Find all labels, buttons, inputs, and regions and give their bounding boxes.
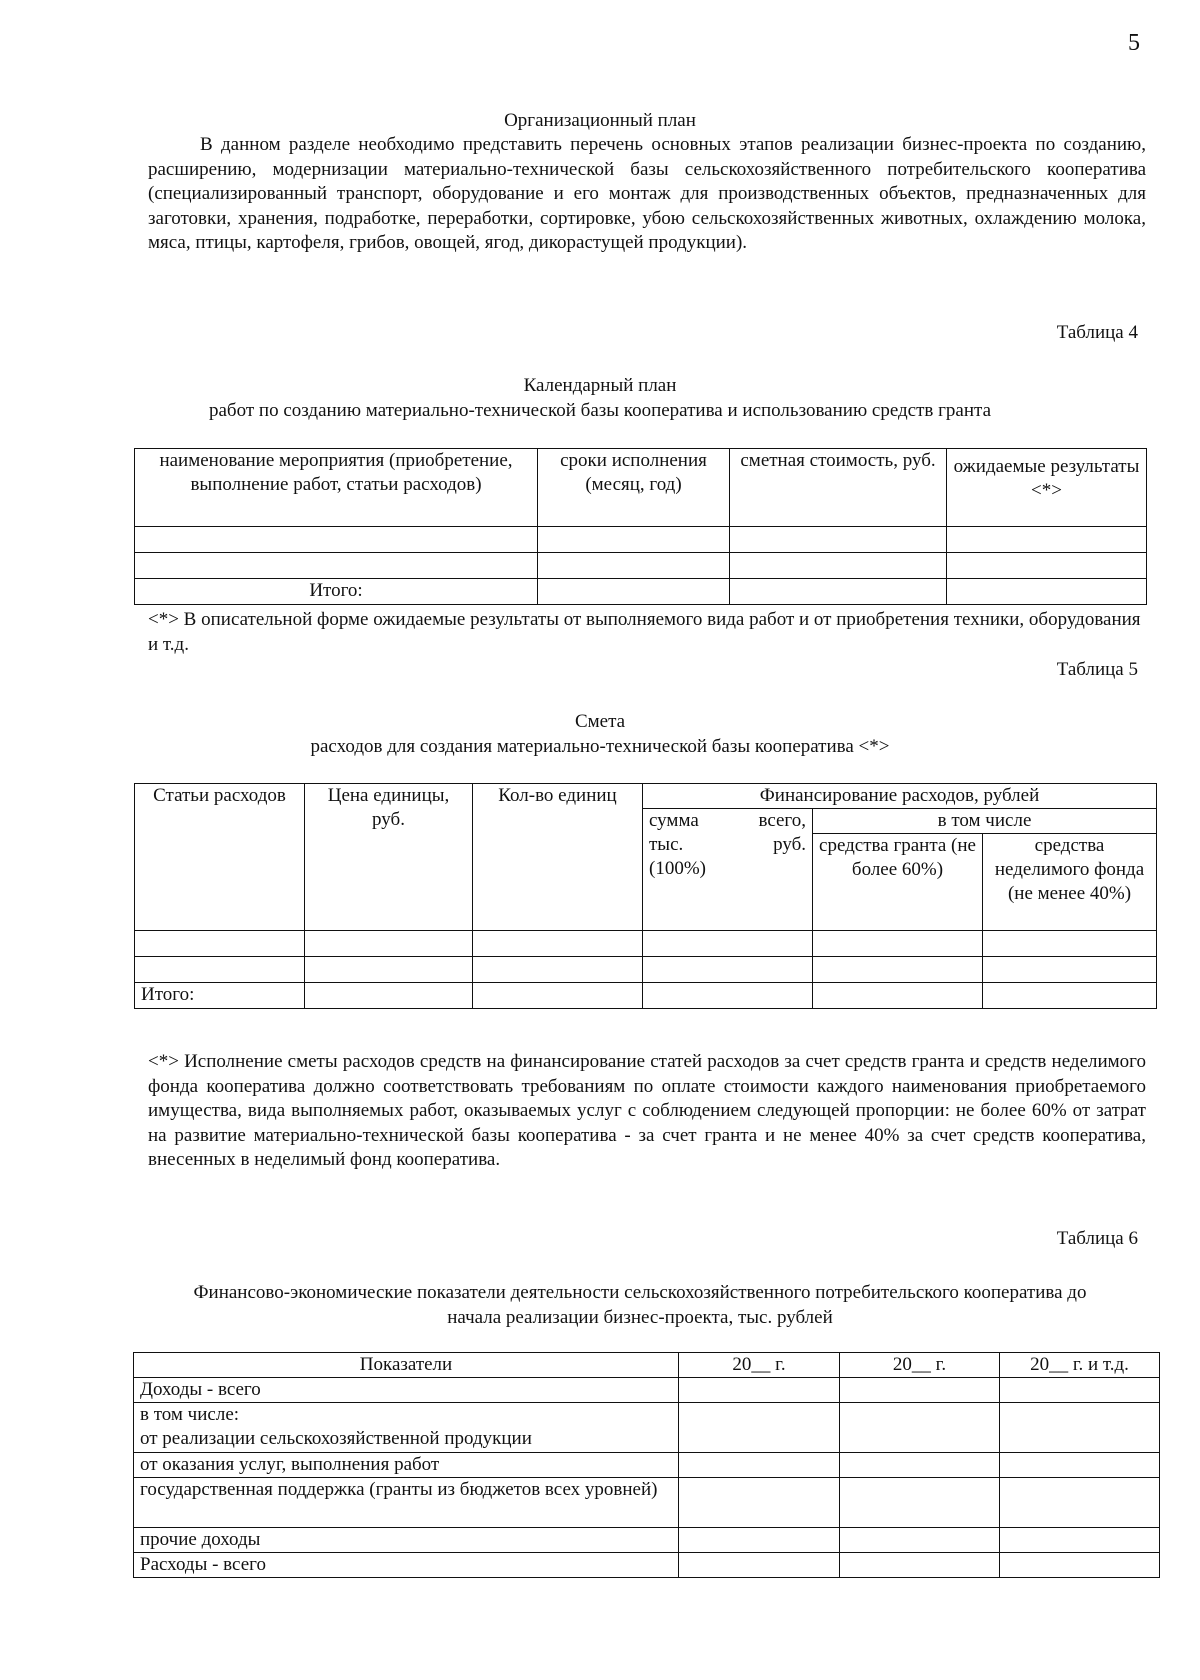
header-sum-word-2: всего, <box>758 810 806 831</box>
table-row <box>134 1403 1160 1453</box>
section-title: Организационный план <box>504 110 696 131</box>
table4-subtitle: работ по созданию материально-технической базы кооператива и использованию средств гранта <box>209 400 991 421</box>
table4-title: Календарный план <box>523 375 677 396</box>
table-cell <box>679 1478 840 1528</box>
header-articles: Статьи расходов <box>135 784 305 931</box>
table-header-row <box>134 1353 1160 1378</box>
row-label: от оказания услуг, выполнения работ <box>134 1453 679 1478</box>
row-label: Расходы - всего <box>134 1553 679 1578</box>
header-deadline: сроки исполнения (месяц, год) <box>538 449 730 527</box>
table-cell <box>135 931 305 957</box>
table5-label: Таблица 5 <box>1056 659 1138 680</box>
table-cell <box>679 1378 840 1403</box>
row-label-group <box>134 1403 679 1453</box>
table4-footnote: <*> В описательной форме ожидаемые результаты от выполняемого вида работ и от приобретения техники, оборудования и т.д. <box>148 609 1141 655</box>
table-cell <box>813 983 983 1009</box>
header-grant-funds: средства гранта (не более 60%) <box>813 834 983 931</box>
header-sum-word-1: сумма <box>649 810 699 831</box>
table-cell <box>1000 1453 1160 1478</box>
table-row <box>134 1553 1160 1578</box>
table-cell <box>135 527 538 553</box>
table-cell <box>305 983 473 1009</box>
table-header-row <box>135 449 1147 527</box>
header-cost: сметная стоимость, руб. <box>730 449 947 527</box>
budget-table <box>134 783 1157 1009</box>
table-cell <box>840 1403 1000 1453</box>
table-cell <box>1000 1378 1160 1403</box>
table-cell <box>840 1378 1000 1403</box>
header-year-1: 20__ г. <box>679 1353 840 1378</box>
table-cell <box>679 1403 840 1453</box>
table-cell <box>473 983 643 1009</box>
table-cell <box>538 527 730 553</box>
table-cell <box>840 1528 1000 1553</box>
row-label: Доходы - всего <box>134 1378 679 1403</box>
header-year-2: 20__ г. <box>840 1353 1000 1378</box>
table-cell <box>983 983 1157 1009</box>
table-cell <box>1000 1553 1160 1578</box>
header-event-name: наименование мероприятия (приобретение, выполнение работ, статьи расходов) <box>135 449 538 527</box>
header-sum-word-4: руб. <box>773 834 806 855</box>
table-cell <box>305 957 473 983</box>
table-cell <box>538 579 730 605</box>
table6-title: Финансово-экономические показатели деятельности сельскохозяйственного потребительского кооператива до начала реализации бизнес-проекта, тыс. рублей <box>193 1282 1087 1328</box>
header-sum-percent: (100%) <box>649 858 706 879</box>
table5-title: Смета <box>574 711 626 732</box>
row-label: в том числе: <box>140 1404 240 1425</box>
table-cell <box>840 1553 1000 1578</box>
table-cell <box>135 957 305 983</box>
header-financing: Финансирование расходов, рублей <box>643 784 1157 809</box>
table-cell <box>813 957 983 983</box>
table-cell <box>1000 1528 1160 1553</box>
table-cell <box>947 579 1147 605</box>
row-label: от реализации сельскохозяйственной продукции <box>140 1428 532 1449</box>
table-cell <box>305 931 473 957</box>
table-row <box>134 1453 1160 1478</box>
table-cell <box>679 1453 840 1478</box>
row-label: прочие доходы <box>134 1528 679 1553</box>
financial-indicators-table <box>133 1352 1160 1578</box>
table-cell <box>679 1528 840 1553</box>
table-header-row <box>135 784 1157 809</box>
table-cell <box>983 957 1157 983</box>
table-row <box>135 931 1157 957</box>
total-row <box>135 579 1147 605</box>
table-cell <box>947 527 1147 553</box>
header-including: в том числе <box>813 809 1157 834</box>
header-year-3: 20__ г. и т.д. <box>1000 1353 1160 1378</box>
table-cell <box>643 957 813 983</box>
table-row <box>135 527 1147 553</box>
table-cell <box>679 1553 840 1578</box>
section-text: В данном разделе необходимо представить перечень основных этапов реализации бизнес-проекта по созданию, расширению, модернизации материально-технической базы сельскохозяйственного потребительского кооператива (специализированный транспорт, оборудование и его монтаж для производственных объектов, предназначенных для заготовки, хранения, подработке, переработки, сортировке, убою сельскохозяйственных животных, охлаждению молока, мяса, птицы, картофеля, грибов, овощей, ягод, дикорастущей продукции). <box>148 134 1146 253</box>
table5-footnote: <*> Исполнение сметы расходов средств на финансирование статей расходов за счет средств гранта и средств неделимого фонда кооператива должно соответствовать требованиям по оплате стоимости каждого наименования приобретаемого имущества, вида выполняемых работ, оказываемых услуг с соблюдением следующей пропорции: не более 60% от затрат на развитие материально-технической базы кооператива - за счет гранта и не менее 40% за счет средств кооператива, внесенных в неделимый фонд кооператива. <box>148 1051 1146 1170</box>
table-cell <box>730 553 947 579</box>
total-row <box>135 983 1157 1009</box>
header-indivisible-fund: средства неделимого фонда (не менее 40%) <box>983 834 1157 931</box>
header-total-sum <box>643 809 813 931</box>
header-indicators: Показатели <box>134 1353 679 1378</box>
header-sum-word-3: тыс. <box>649 834 684 855</box>
header-quantity: Кол-во единиц <box>473 784 643 931</box>
table6-label: Таблица 6 <box>1056 1228 1138 1249</box>
table-row <box>135 957 1157 983</box>
calendar-plan-table <box>134 448 1147 605</box>
table-cell <box>538 553 730 579</box>
header-expected-results: ожидаемые результаты <*> <box>947 449 1147 527</box>
table-row <box>134 1378 1160 1403</box>
table-cell <box>840 1453 1000 1478</box>
table-row <box>134 1528 1160 1553</box>
table-cell <box>813 931 983 957</box>
total-label: Итого: <box>135 579 538 605</box>
table4-label: Таблица 4 <box>1056 322 1138 343</box>
table-cell <box>1000 1403 1160 1453</box>
table-cell <box>730 579 947 605</box>
table-cell <box>643 931 813 957</box>
table-cell <box>730 527 947 553</box>
row-label: государственная поддержка (гранты из бюджетов всех уровней) <box>134 1478 679 1528</box>
table-cell <box>473 931 643 957</box>
table5-subtitle: расходов для создания материально-технической базы кооператива <*> <box>310 736 890 757</box>
table-cell <box>947 553 1147 579</box>
table-cell <box>135 553 538 579</box>
table-cell <box>1000 1478 1160 1528</box>
table-cell <box>840 1478 1000 1528</box>
total-label: Итого: <box>135 983 305 1009</box>
table-cell <box>643 983 813 1009</box>
table-cell <box>983 931 1157 957</box>
table-row <box>135 553 1147 579</box>
header-unit-price: Цена единицы, руб. <box>305 784 473 931</box>
table-cell <box>473 957 643 983</box>
table-row <box>134 1478 1160 1528</box>
page-number: 5 <box>1128 30 1140 56</box>
